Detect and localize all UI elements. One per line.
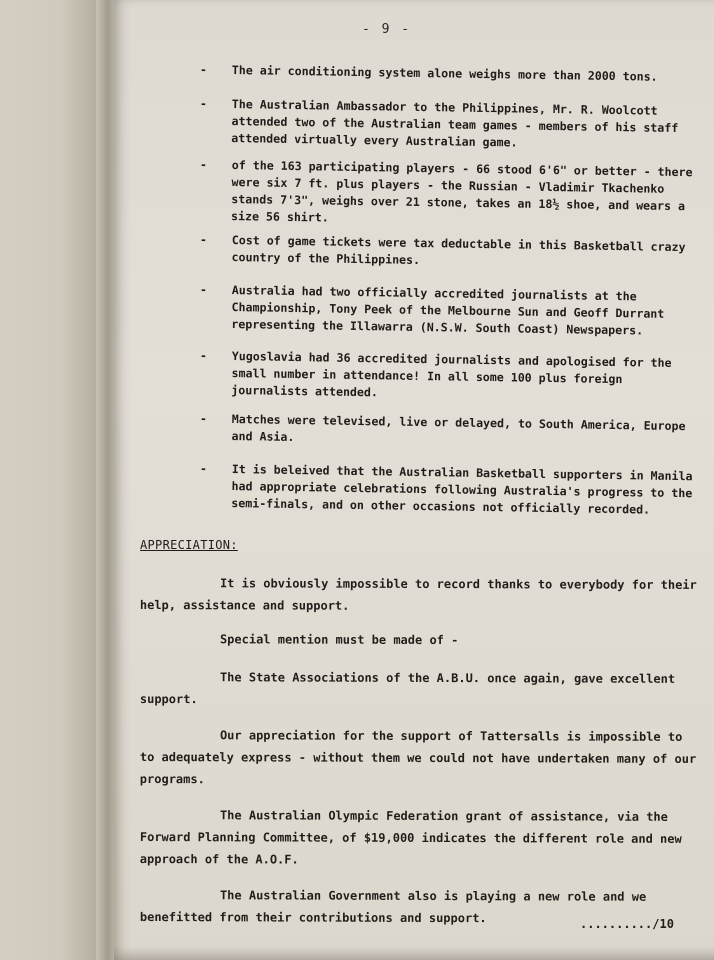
paragraph <box>140 572 700 618</box>
paragraph-text: The State Associations of the A.B.U. once again, gave excellent support. <box>139 670 676 707</box>
bullet-item <box>199 461 702 519</box>
page-bottom-shadow <box>114 946 714 960</box>
bullet-item <box>199 282 702 340</box>
bullet-item <box>199 62 702 86</box>
section-heading: APPRECIATION: <box>140 538 238 552</box>
bullet-dash: - <box>199 62 207 77</box>
paragraph <box>140 804 700 872</box>
continuation-marker: ........../10 <box>580 917 674 931</box>
bullet-item <box>199 96 702 154</box>
bullet-dash: - <box>199 157 207 172</box>
bullet-text: Yugoslavia had 36 accredited journalists and apologised for the small number in attendance! In all some 100 plus foreign journalists attended. <box>231 348 672 400</box>
bullet-item <box>199 411 701 452</box>
document-page <box>114 0 714 960</box>
bullet-text: The Australian Ambassador to the Philippines, Mr. R. Woolcott attended two of the Australian team games - members of his staff attended virtually every Australian game. <box>231 96 679 150</box>
bullet-dash: - <box>199 282 207 297</box>
bullet-dash: - <box>199 411 207 426</box>
bullet-text: Australia had two officially accredited journalists at the Championship, Tony Peek of the Melbourne Sun and Geoff Durrant representing the Illawarra (N.S.W. South Coast) Newspapers. <box>231 282 665 338</box>
bullet-dash: - <box>199 96 207 111</box>
bullet-dash: - <box>199 348 207 363</box>
bullet-text: The air conditioning system alone weighs more than 2000 tons. <box>231 62 658 84</box>
paragraph <box>140 628 700 652</box>
bullet-text: It is beleived that the Australian Basketball supporters in Manila had appropriate celebrations following Australia's progress to the semi-finals, and on other occasions not officially recorded. <box>231 461 693 517</box>
bullet-item <box>199 348 702 406</box>
bullet-item <box>199 157 702 232</box>
paragraph-text: Special mention must be made of - <box>219 632 459 648</box>
paragraph <box>140 666 700 712</box>
bullet-text: Matches were televised, live or delayed, to South America, Europe and Asia. <box>231 411 686 444</box>
bullet-text: of the 163 participating players - 66 stood 6'6" or better - there were six 7 ft. plus players - the Russian - Vladimir Tkachenko stands 7'3", weighs over 21 stone, takes an 18½ shoe, and wears a size 56 shirt. <box>230 157 693 225</box>
bullet-dash: - <box>199 232 207 247</box>
bullet-text: Cost of game tickets were tax deductable in this Basketball crazy country of the Philippines. <box>231 232 686 267</box>
paragraph-text: It is obviously impossible to record thanks to everybody for their help, assistance and support. <box>139 576 697 613</box>
bullet-dash: - <box>199 461 207 476</box>
paragraph <box>140 724 700 792</box>
paragraph-text: Our appreciation for the support of Tattersalls is impossible to to adequately express - without them we could not have undertaken many of our programs. <box>139 728 697 787</box>
page-number: - 9 - <box>362 22 412 37</box>
paragraph-text: The Australian Olympic Federation grant of assistance, via the Forward Planning Committee, of $19,000 indicates the different role and new approach of the A.O.F. <box>139 808 682 867</box>
paragraph-text: The Australian Government also is playing a new role and we benefitted from their contributions and support. <box>139 888 647 926</box>
bullet-item <box>199 232 701 273</box>
